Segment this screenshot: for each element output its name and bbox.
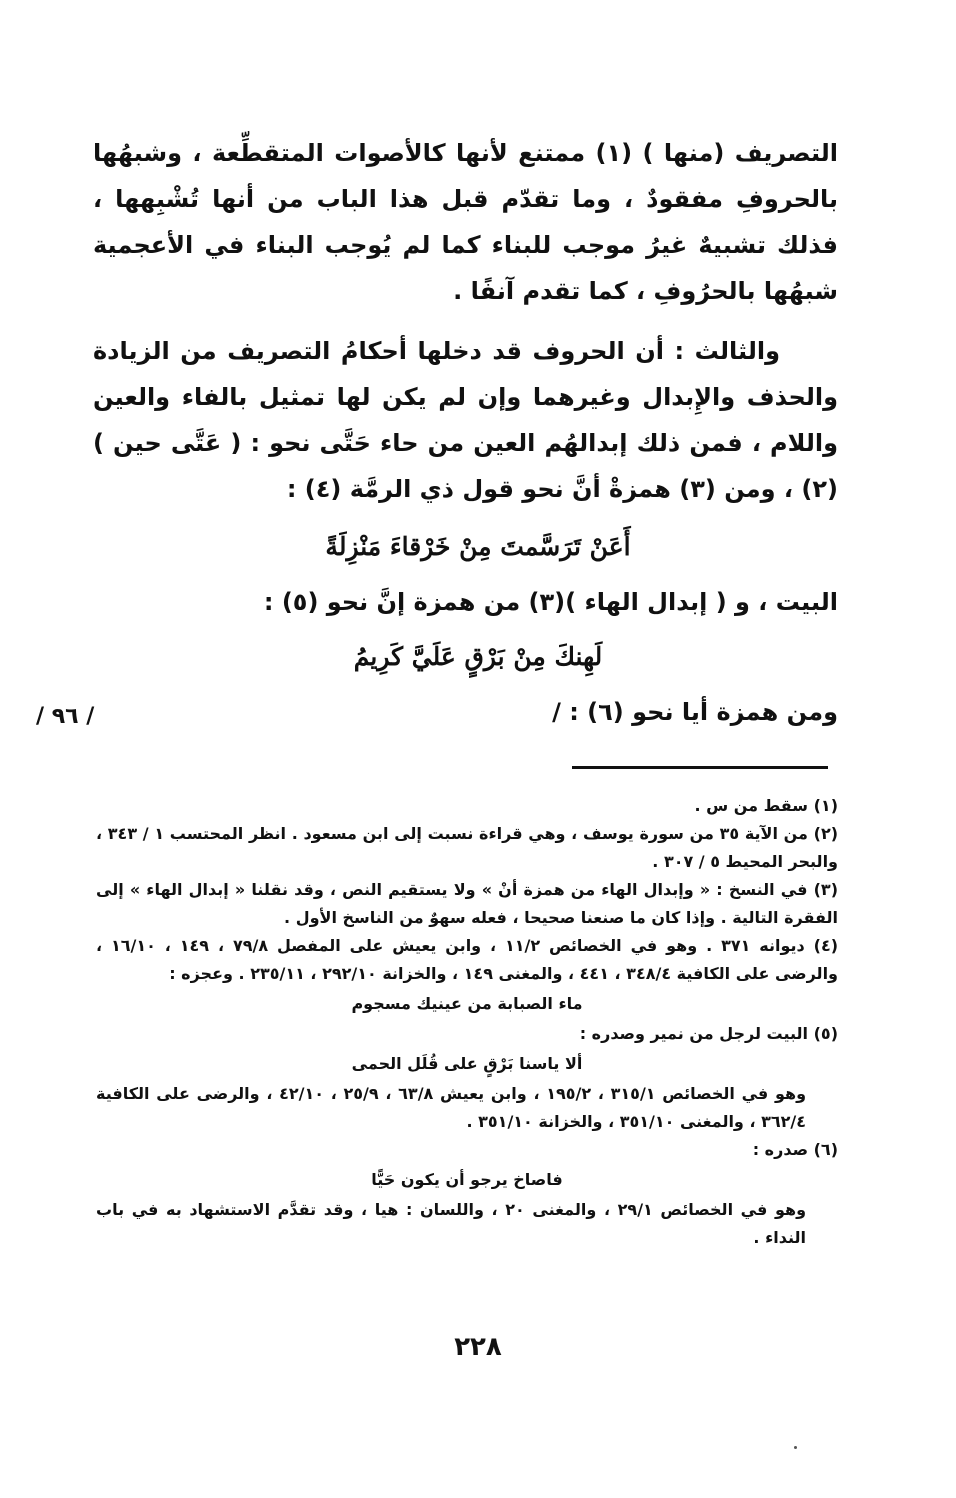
footnote-6-verse: فاصاخ يرجو أن يكون حَيًّا <box>371 1170 563 1189</box>
footnote-5-continuation: وهو في الخصائص ٣١٥/١ ، ١٩٥/٢ ، وابن يعيش ٦٣/٨ ، ٢٥/٩ ، ٤٢/١٠ ، والرضى على الكافية ٣٦٢/٤ ، والمغنى ٣٥١/١٠ ، والخزانة ٣٥١/١٠ . <box>96 1084 807 1131</box>
footnote-separator <box>572 766 828 769</box>
footnote-4: (٤) ديوانه ٣٧١ . وهو في الخصائص ١١/٢ ، وابن يعيش على المفصل ٧٩/٨ ، ١٤٩ ، ١٦/١٠ ، والرضى على الكافية ٣٤٨/٤ ، ٤٤١ ، والمغنى ١٤٩ ، والخزانة ٢٩٢/١٠ ، ٢٣٥/١١ . وعجزه : <box>96 936 839 983</box>
scan-speck <box>794 1446 797 1449</box>
footnote-6: (٦) صدره : <box>752 1140 838 1159</box>
footnote-2: (٢) من الآية ٣٥ من سورة يوسف ، وهي قراءة نسبت إلى ابن مسعود . انظر المحتسب ١ / ٣٤٣ ، والبحر المحيط ٥ / ٣٠٧ . <box>96 824 839 871</box>
footnote-4-verse: ماء الصبابة من عينيك مسجوم <box>351 994 583 1013</box>
paragraph-1: التصريف (منها ) (١) ممتنع لأنها كالأصوات المتقطِّعة ، وشبهُها بالحروفِ مفقودٌ ، وما تقدّم قبل هذا الباب من أنها تُشْبِهها ، فذلك تشبيهٌ غيرُ موجب للبناء كما لم يُوجب البناء في الأعجمية شبهُها بالحرُوفِ ، كما تقدم آنفًا . <box>93 139 838 305</box>
page-number: ٢٢٨ <box>454 1332 502 1362</box>
footnotes <box>96 792 838 1252</box>
manuscript-page-marker: / ٩٦ / <box>36 704 95 729</box>
footnote-6-continuation: وهو في الخصائص ٢٩/١ ، والمغنى ٢٠ ، واللسان : هيا ، وقد تقدَّم الاستشهاد به في باب النداء . <box>96 1200 807 1247</box>
verse-line-1: أَعَنْ تَرَسَّمتَ مِنْ خَرْقاءَ مَنْزِلَةً <box>325 532 631 561</box>
paragraph-2: والثالث : أن الحروف قد دخلها أحكامُ التصريف من الزيادة والحذف والإِبدال وغيرهما وإن لم يكن لها تمثيل بالفاء والعين واللام ، فمن ذلك إبدالهُم العين من حاء حَتَّى نحو : ( عَتَّى حين )(٢) ، ومن (٣) همزةْ أنَّ نحو قول ذي الرمَّة (٤) : <box>93 337 838 503</box>
footnote-5: (٥) البيت لرجل من نمير وصدره : <box>579 1024 838 1043</box>
footnote-3: (٣) في النسخ : « وإبدال الهاء من همزة أنْ » ولا يستقيم النص ، وقد نقلنا « إبدال الهاء » إلى الفقرة التالية . وإذا كان ما صنعنا صحيحا ، فعله سهوٌ من الناسخ الأول . <box>96 880 838 927</box>
main-text <box>93 130 838 512</box>
text-last-line: ومن همزة أيا نحو (٦) : / <box>552 698 838 726</box>
footnote-5-verse: ألا ياسنا بَرْقٍ على قُلَل الحمى <box>351 1054 583 1073</box>
footnote-1: (١) سقط من س . <box>694 796 838 815</box>
text-after-verse-1: البيت ، و ( إبدال الهاء )(٣) من همزة إنَّ نحو (٥) : <box>263 588 838 616</box>
verse-line-2: لَهِنكَ مِنْ بَرْقٍ عَلَيَّ كَرِيمُ <box>353 642 603 671</box>
